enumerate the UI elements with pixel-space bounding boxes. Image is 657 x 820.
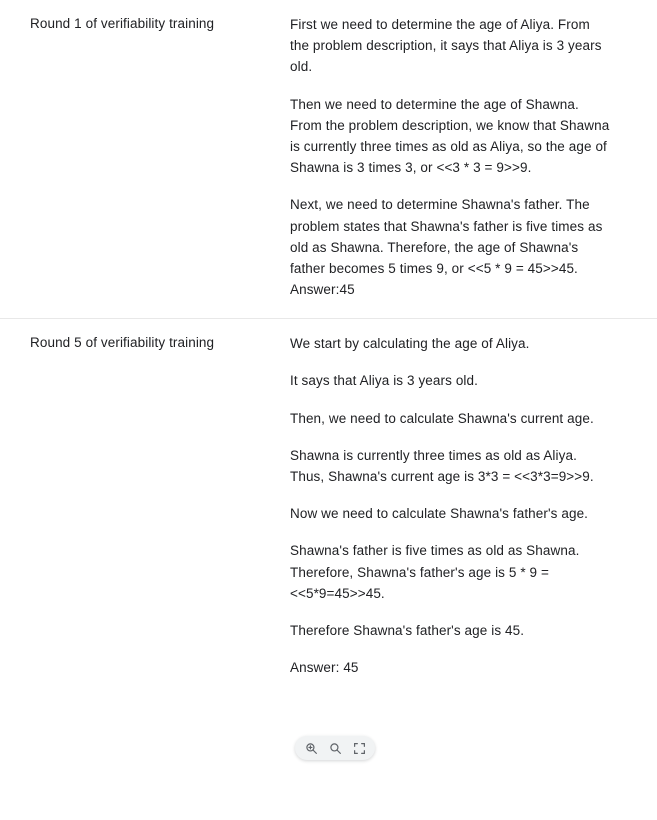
- paragraph: Then we need to determine the age of Shawna. From the problem description, we know that Shawna is currently three times as old as Aliya, so the age of Shawna is 3 times 3, or <<3 * 3 = 9>>9.: [290, 96, 610, 176]
- round-label-cell: [0, 319, 290, 371]
- paragraph: Shawna is currently three times as old as Aliya. Thus, Shawna's current age is 3*3 = <<3*3=9>>9.: [290, 447, 594, 484]
- floating-zoom-toolbar[interactable]: [295, 736, 375, 760]
- paragraph: We start by calculating the age of Aliya.: [290, 336, 530, 352]
- zoom-in-icon[interactable]: [301, 738, 321, 758]
- paragraph: Then, we need to calculate Shawna's current age.: [290, 410, 594, 426]
- paragraph: First we need to determine the age of Aliya. From the problem description, it says that Aliya is 3 years old.: [290, 17, 602, 75]
- table-row: [0, 0, 657, 318]
- round-label-cell: [0, 0, 290, 52]
- zoom-out-icon[interactable]: [325, 738, 345, 758]
- paragraph: Shawna's father is five times as old as Shawna. Therefore, Shawna's father's age is 5 * 9 = <<5*9=45>>45.: [290, 543, 580, 601]
- round-content-cell: [290, 319, 657, 696]
- round-label: Round 5 of verifiability training: [30, 335, 215, 351]
- paragraph: Now we need to calculate Shawna's father's age.: [290, 506, 589, 522]
- round-content-cell: [290, 0, 657, 318]
- answer-line: Answer:45: [290, 282, 355, 298]
- paragraph: Next, we need to determine Shawna's father. The problem states that Shawna's father is five times as old as Shawna. Therefore, the age of Shawna's father becomes 5 times 9, or <<5 * 9 = 45>>45.: [290, 197, 603, 276]
- paragraph: Therefore Shawna's father's age is 45.: [290, 622, 525, 638]
- paragraph: It says that Aliya is 3 years old.: [290, 373, 478, 389]
- round-label: Round 1 of verifiability training: [30, 16, 215, 31]
- answer-line: Answer: 45: [290, 660, 359, 676]
- table-row: [0, 318, 657, 696]
- fit-screen-icon[interactable]: [349, 738, 369, 758]
